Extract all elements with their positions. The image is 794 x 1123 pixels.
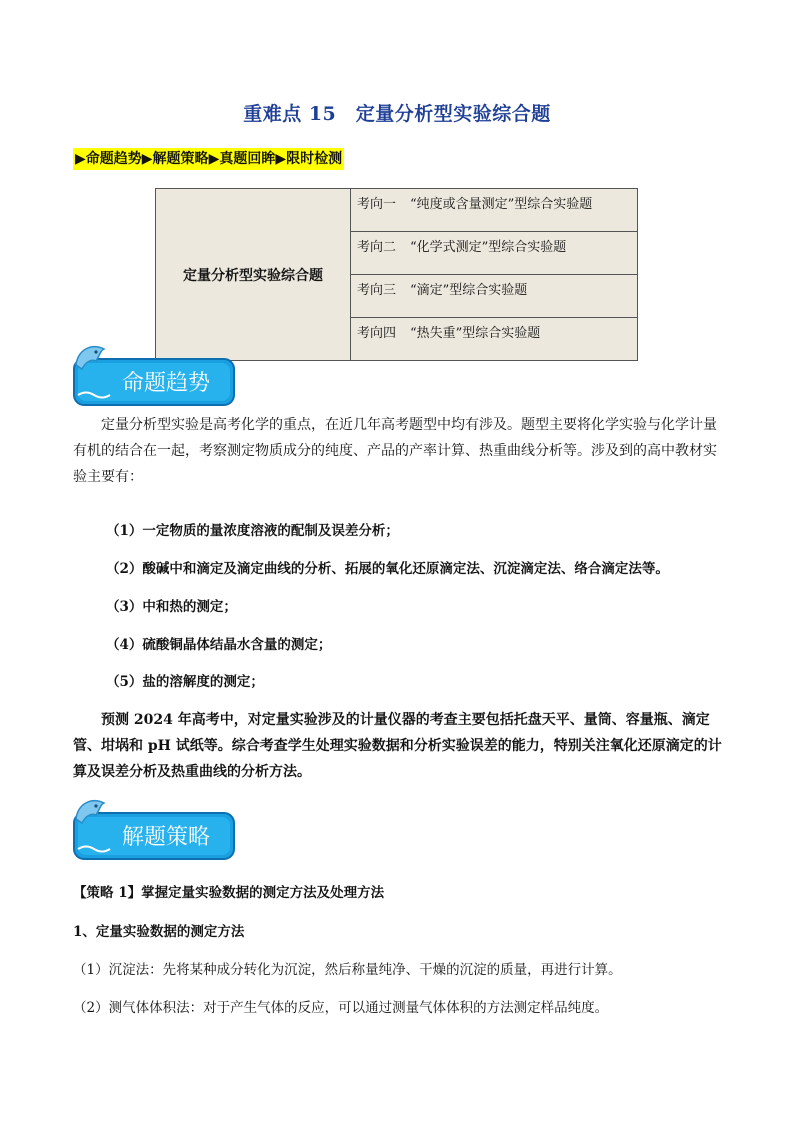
trend-item: （1）一定物质的量浓度溶液的配制及误差分析；: [106, 523, 399, 539]
topic-row-num: 考向四: [357, 326, 397, 341]
strategy-banner: [70, 797, 238, 863]
topic-row-num: 考向一: [357, 197, 397, 212]
strategy-item: （2）测气体体积法：对于产生气体的反应，可以通过测量气体体积的方法测定样品纯度。: [73, 1000, 609, 1016]
topic-row-num: 考向三: [357, 283, 397, 298]
trend-item: （4）硫酸铜晶体结晶水含量的测定；: [106, 637, 332, 653]
topic-row: [351, 318, 638, 361]
nav-item-test[interactable]: ▶限时检测: [275, 151, 343, 167]
trend-banner: [70, 343, 238, 409]
trend-banner-label: 命题趋势: [121, 371, 211, 396]
strategy-banner-label: 解题策略: [121, 825, 211, 850]
section-nav: [73, 148, 344, 170]
topic-row-text: “纯度或含量测定”型综合实验题: [410, 197, 593, 212]
nav-item-trend[interactable]: ▶命题趋势: [75, 151, 142, 167]
topic-row: [351, 232, 638, 275]
topic-table: [155, 188, 638, 361]
strategy-sub-heading: 1、定量实验数据的测定方法: [73, 924, 245, 940]
topic-row-num: 考向二: [357, 240, 397, 255]
prediction-text: 预测 2024 年高考中，对定量实验涉及的计量仪器的考查主要包括托盘天平、量筒、容量瓶、滴定管、坩埚和 pH 试纸等。综合考查学生处理实验数据和分析实验误差的能力，特别关注氧化还原滴定的计算及误差分析及热重曲线的分析方法。: [73, 712, 722, 780]
page-title: 重难点 15 定量分析型实验综合题: [243, 103, 551, 125]
trend-item: （5）盐的溶解度的测定；: [106, 674, 264, 690]
topic-row-text: “化学式测定”型综合实验题: [410, 240, 567, 255]
nav-item-strategy[interactable]: ▶解题策略: [141, 151, 209, 167]
topic-main-cell: 定量分析型实验综合题: [156, 189, 351, 361]
trend-intro: 定量分析型实验是高考化学的重点，在近几年高考题型中均有涉及。题型主要将化学实验与化学计量有机的结合在一起，考察测定物质成分的纯度、产品的产率计算、热重曲线分析等。涉及到的高中教材实验主要有：: [73, 417, 717, 485]
trend-item: （3）中和热的测定；: [106, 599, 237, 615]
strategy-item: （1）沉淀法：先将某种成分转化为沉淀，然后称量纯净、干燥的沉淀的质量，再进行计算。: [73, 962, 622, 978]
topic-row-text: “热失重”型综合实验题: [410, 326, 541, 341]
topic-row: [351, 275, 638, 318]
topic-row-text: “滴定”型综合实验题: [410, 283, 528, 298]
trend-item: （2）酸碱中和滴定及滴定曲线的分析、拓展的氧化还原滴定法、沉淀滴定法、络合滴定法等。: [106, 561, 669, 577]
strategy-heading: 【策略 1】掌握定量实验数据的测定方法及处理方法: [73, 885, 385, 901]
nav-item-review[interactable]: ▶真题回眸: [208, 151, 276, 167]
topic-row: [351, 189, 638, 232]
